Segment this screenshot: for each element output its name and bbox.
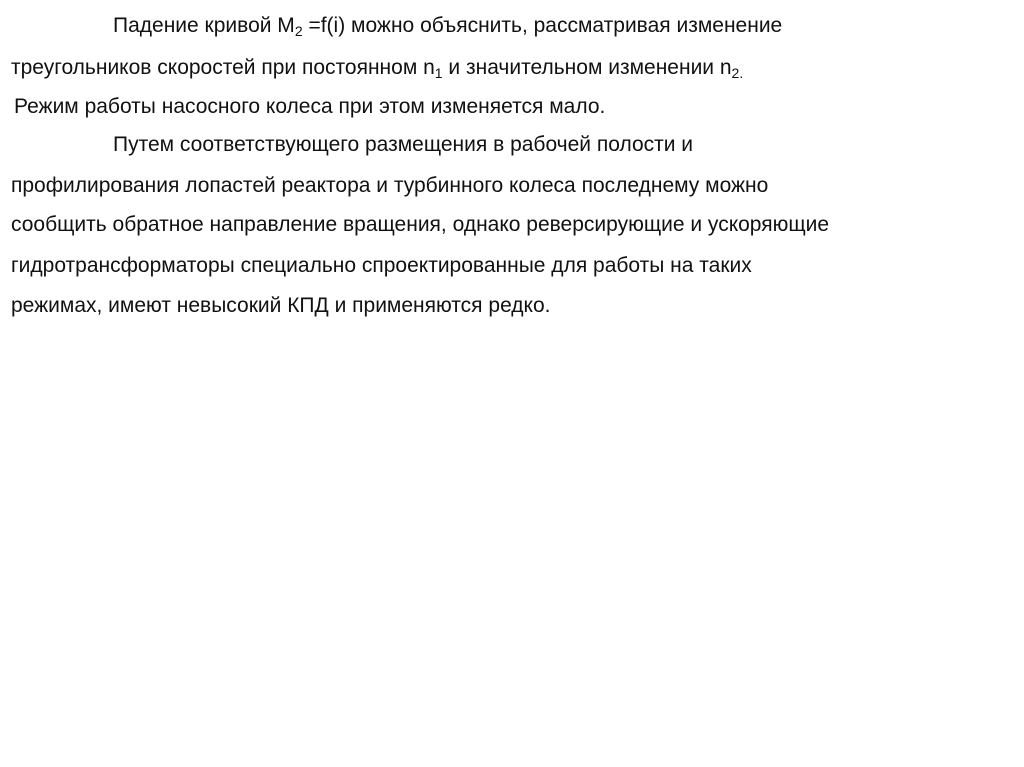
subscript: 2. xyxy=(731,65,744,81)
text-segment: =f(i) можно объяснить, рассматривая изменение xyxy=(302,14,783,37)
paragraph-1-line-2 xyxy=(0,56,1024,80)
text-segment: треугольников скоростей при постоянном n xyxy=(11,56,435,79)
paragraph-1-line-1 xyxy=(0,14,1024,38)
paragraph-2-line-2: профилирования лопастей реактора и турбинного колеса последнему можно xyxy=(11,174,769,197)
text-segment: и значительном изменении n xyxy=(442,56,732,79)
paragraph-2-line-1: Путем соответствующего размещения в рабочей полости и xyxy=(113,133,694,156)
subscript: 1 xyxy=(434,65,443,81)
text-segment: Падение кривой М xyxy=(113,14,295,37)
paragraph-2-line-3: сообщить обратное направление вращения, однако реверсирующие и ускоряющие xyxy=(11,213,830,236)
paragraph-1-line-3: Режим работы насосного колеса при этом изменяется мало. xyxy=(14,95,606,118)
paragraph-2-line-5: режимах, имеют невысокий КПД и применяются редко. xyxy=(11,294,551,317)
subscript: 2 xyxy=(294,23,303,39)
paragraph-2-line-4: гидротрансформаторы специально спроектированные для работы на таких xyxy=(11,254,752,277)
